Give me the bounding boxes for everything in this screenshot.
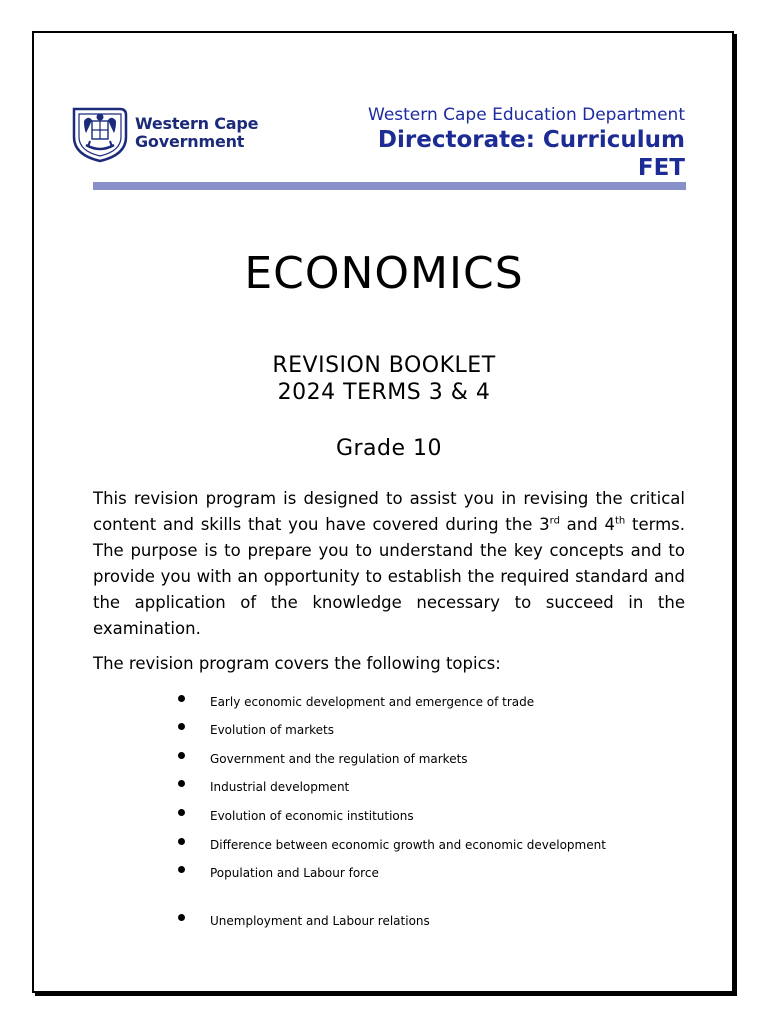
topic-label: Unemployment and Labour relations [210,914,430,928]
grade-label: Grade 10 [335,436,443,461]
list-item [178,912,430,930]
department-name: Western Cape Education Department [368,105,685,125]
bullet-icon [178,866,185,873]
fet-label: FET [637,155,685,181]
topic-label: Evolution of markets [210,723,334,737]
list-item [178,721,334,739]
coat-of-arms-icon [70,103,130,163]
bullet-icon [178,838,185,845]
logo-line-1: Western Cape [135,114,259,133]
bullet-icon [178,780,185,787]
intro-part-2: and 4 [559,515,615,534]
bullet-icon [178,723,185,730]
department-header [368,104,685,182]
directorate-name: Directorate: Curriculum [377,127,685,153]
list-item [178,807,414,825]
list-item [178,836,606,854]
topic-label: Evolution of economic institutions [210,809,414,823]
topic-label: Early economic development and emergence of trade [210,695,535,709]
intro-part-1: This revision program is designed to assist you in revising the critical content and skills that you have covered during the 3 [93,489,685,534]
bullet-icon [178,914,185,921]
list-item [178,750,468,768]
wcg-logo [70,103,258,163]
list-item [178,778,349,796]
list-item [178,864,379,882]
intro-paragraph [93,486,685,642]
subtitle-line-1: REVISION BOOKLET [272,353,496,378]
intro-part-3: terms. The purpose is to prepare you to understand the key concepts and to provide you with an opportunity to establish the required standard and the application of the knowledge necessary to succeed in the examination. [93,515,686,638]
topic-label: Population and Labour force [210,866,379,880]
logo-line-2: Government [135,132,245,151]
header-divider [93,182,686,190]
bullet-icon [178,752,185,759]
booklet-subtitle [0,352,768,406]
topic-label: Industrial development [210,780,350,794]
intro-sup-th: th [614,515,626,527]
topic-label: Difference between economic growth and economic development [210,838,606,852]
bullet-icon [178,695,185,702]
intro-sup-rd: rd [549,515,560,527]
topics-intro: The revision program covers the following topics: [93,654,501,673]
bullet-icon [178,809,185,816]
subtitle-line-2: 2024 TERMS 3 & 4 [277,380,491,405]
page-title: ECONOMICS [244,248,524,299]
list-item [178,693,534,711]
topic-label: Government and the regulation of markets [210,752,468,766]
